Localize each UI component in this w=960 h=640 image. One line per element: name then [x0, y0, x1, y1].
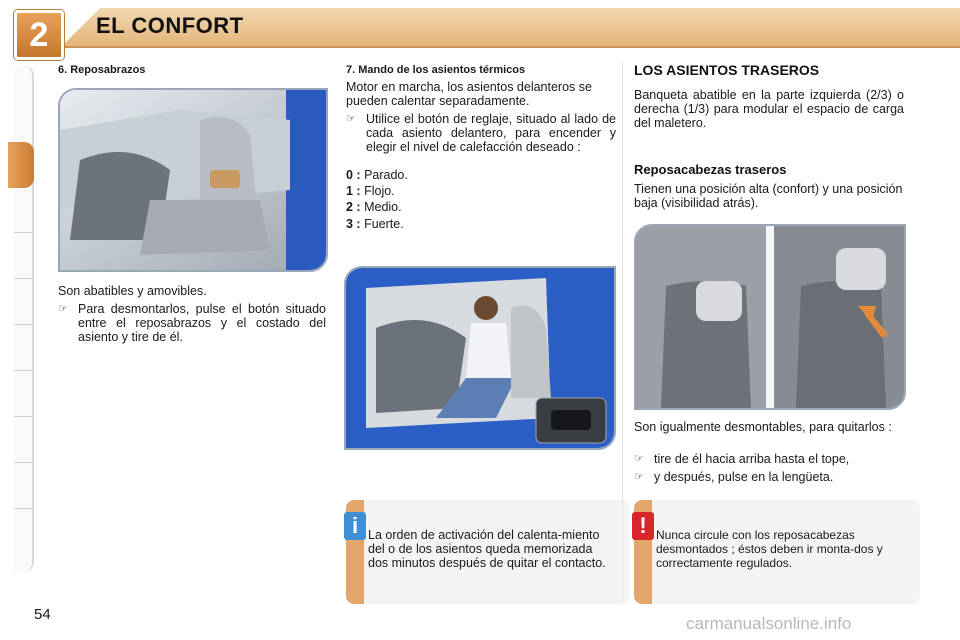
heat-level-label: Parado.	[364, 168, 408, 182]
side-tab-divider	[14, 462, 32, 463]
side-tab-divider	[14, 278, 32, 279]
rear-headrests-text: Tienen una posición alta (confort) y una posición baja (visibilidad atrás).	[634, 182, 903, 210]
warning-icon: !	[632, 512, 654, 540]
armrest-text: Son abatibles y amovibles.	[58, 284, 207, 298]
chapter-number-badge: 2	[14, 10, 64, 60]
chapter-title: EL CONFORT	[96, 13, 244, 38]
watermark: carmanualsonline.info	[686, 614, 852, 633]
heat-level-label: Flojo.	[364, 184, 395, 198]
side-tab-divider	[14, 370, 32, 371]
heat-level-label: Medio.	[364, 200, 402, 214]
pointing-finger-icon: ☞	[634, 471, 644, 483]
car-interior-illustration	[60, 90, 326, 270]
heat-level-key: 1 :	[346, 184, 361, 198]
pointing-finger-icon: ☞	[634, 453, 644, 465]
driver-seat-illustration	[346, 268, 614, 448]
side-tab-divider	[14, 416, 32, 417]
armrest-bullet	[58, 302, 326, 344]
rear-bullet-2	[634, 470, 904, 484]
rear-headrests-title: Reposacabezas traseros	[634, 162, 787, 177]
side-tab-active[interactable]	[8, 142, 34, 188]
rear-bullet-text: tire de él hacia arriba hasta el tope,	[654, 452, 850, 466]
heat-level-label: Fuerte.	[364, 217, 404, 231]
heat-level-3	[346, 217, 404, 231]
pointing-finger-icon: ☞	[58, 303, 68, 315]
rear-removable-text: Son igualmente desmontables, para quitarlos :	[634, 420, 892, 434]
warning-note-text: Nunca circule con los reposacabezas desmontados ; éstos deben ir monta-dos y correctamente regulados.	[656, 528, 883, 570]
armrest-photo	[58, 88, 328, 272]
side-tab-divider	[14, 324, 32, 325]
heated-seats-text: Motor en marcha, los asientos delanteros se pueden calentar separadamente.	[346, 80, 592, 108]
heated-seat-photo	[344, 266, 616, 450]
column-divider	[622, 62, 623, 602]
armrest-heading: 6. Reposabrazos	[58, 64, 146, 76]
heated-seats-bullet-text: Utilice el botón de reglaje, situado al lado de cada asiento delantero, para encender y elegir el nivel de calefacción deseado :	[366, 112, 616, 154]
heat-level-1	[346, 184, 395, 198]
heat-level-key: 2 :	[346, 200, 361, 214]
rear-seats-title: LOS ASIENTOS TRASEROS	[634, 62, 820, 78]
heated-seats-bullet	[346, 112, 616, 154]
heated-seats-heading: 7. Mando de los asientos térmicos	[346, 64, 526, 76]
pointing-finger-icon: ☞	[346, 113, 356, 125]
info-note-text: La orden de activación del calenta-miento del o de los asientos queda memorizada dos minutos después de quitar el contacto.	[368, 528, 606, 570]
heat-level-0	[346, 168, 408, 182]
rear-headrest-photo	[634, 224, 906, 410]
side-tab-divider	[14, 508, 32, 509]
rear-headrest-illustration	[636, 226, 904, 408]
heat-level-2	[346, 200, 402, 214]
armrest-bullet-text: Para desmontarlos, pulse el botón situado entre el reposabrazos y el costado del asiento y tire de él.	[78, 302, 326, 344]
rear-seats-text: Banqueta abatible en la parte izquierda (2/3) o derecha (1/3) para modular el espacio de carga del maletero.	[634, 88, 904, 130]
page-number: 54	[34, 606, 51, 623]
heat-level-key: 0 :	[346, 168, 361, 182]
rear-bullet-1	[634, 452, 904, 466]
info-note	[346, 500, 630, 604]
info-icon: i	[344, 512, 366, 540]
heat-level-key: 3 :	[346, 217, 361, 231]
warning-note	[634, 500, 920, 604]
side-tab-divider	[14, 232, 32, 233]
rear-bullet-text: y después, pulse en la lengüeta.	[654, 470, 834, 484]
